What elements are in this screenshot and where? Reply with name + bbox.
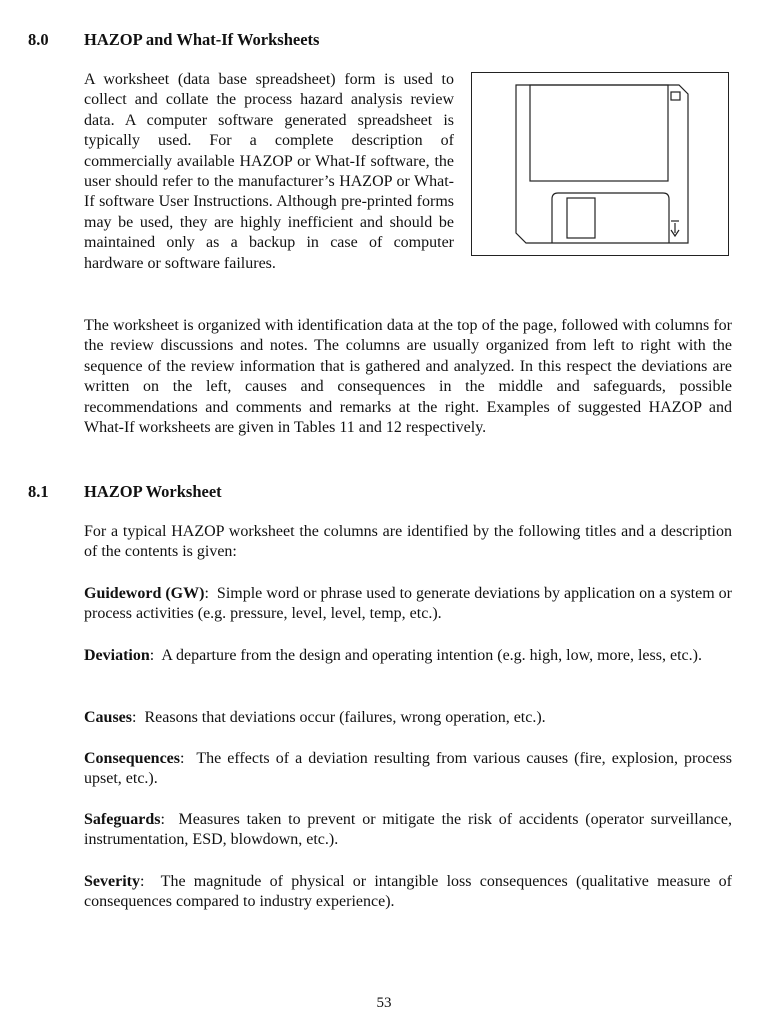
definition-desc: The magnitude of physical or intangible loss consequences (qualitative measure of consequences compared to industry experience). [84, 873, 733, 911]
intro-paragraph: A worksheet (data base spreadsheet) form is used to collect and collate the process hazard analysis review data. A computer software generated spreadsheet is typically used. For a complete description of commercially available HAZOP or What-If software, the user should refer to the manufacturer’s HAZOP or What- If software User Instructions. Although pre-printed forms may be used, they are highly inefficient and should be maintained only as a backup in case of computer hardware or software failures. [84, 71, 454, 272]
organization-paragraph: The worksheet is organized with identification data at the top of the page, followed with columns for the review discussions and notes. The columns are usually organized from left to right with the sequence of the review information that is gathered and analyzed. In this respect the deviations are written on the left, causes and consequences in the middle and safeguards, possible recommendations and comments and remarks at the right. Examples of suggested HAZOP and What-If worksheets are given in Tables 11 and 12 respectively. [84, 317, 732, 437]
definition-term: Consequences [84, 750, 181, 767]
section-number: 8.1 [28, 482, 49, 501]
definition-consequences: Consequences: The effects of a deviation resulting from various causes (fire, explosion, process upset, etc.). [84, 750, 733, 788]
section-number: 8.0 [28, 30, 49, 49]
definition-safeguards: Safeguards: Measures taken to prevent or mitigate the risk of accidents (operator surveillance, instrumentation, ESD, blowdown, etc.). [84, 811, 733, 849]
definition-desc: A departure from the design and operating intention (e.g. high, low, more, less, etc.). [161, 647, 702, 664]
definition-desc: Simple word or phrase used to generate deviations by application on a system or process activities (e.g. pressure, level, level, temp, etc.). [84, 585, 732, 623]
definition-term: Safeguards [84, 811, 161, 828]
section-title: HAZOP Worksheet [84, 482, 222, 501]
definition-term: Deviation [84, 647, 150, 664]
definition-desc: Measures taken to prevent or mitigate the risk of accidents (operator surveillance, instrumentation, ESD, blowdown, etc.). [84, 811, 733, 849]
definition-term: Severity [84, 873, 140, 890]
definition-term: Causes [84, 709, 133, 726]
definition-term: Guideword (GW) [84, 585, 205, 602]
section-heading-8-1 [28, 482, 428, 504]
definition-desc: Reasons that deviations occur (failures, wrong operation, etc.). [144, 709, 546, 726]
definition-guideword: Guideword (GW): Simple word or phrase used to generate deviations by application on a system or process activities (e.g. pressure, level, level, temp, etc.). [84, 585, 732, 623]
hazop-intro-paragraph: For a typical HAZOP worksheet the columns are identified by the following titles and a description of the contents is given: [84, 523, 732, 561]
figure-frame [471, 72, 729, 256]
section-heading-8-0 [28, 30, 428, 52]
floppy-disk-icon [472, 73, 727, 254]
definition-severity: Severity: The magnitude of physical or intangible loss consequences (qualitative measure of consequences compared to industry experience). [84, 873, 733, 911]
page-number: 53 [376, 995, 392, 1011]
definition-causes: Causes: Reasons that deviations occur (failures, wrong operation, etc.). [84, 709, 546, 726]
definition-deviation: Deviation: A departure from the design and operating intention (e.g. high, low, more, less, etc.). [84, 647, 702, 664]
section-title: HAZOP and What-If Worksheets [84, 30, 320, 49]
definition-desc: The effects of a deviation resulting from various causes (fire, explosion, process upset, etc.). [84, 750, 733, 788]
